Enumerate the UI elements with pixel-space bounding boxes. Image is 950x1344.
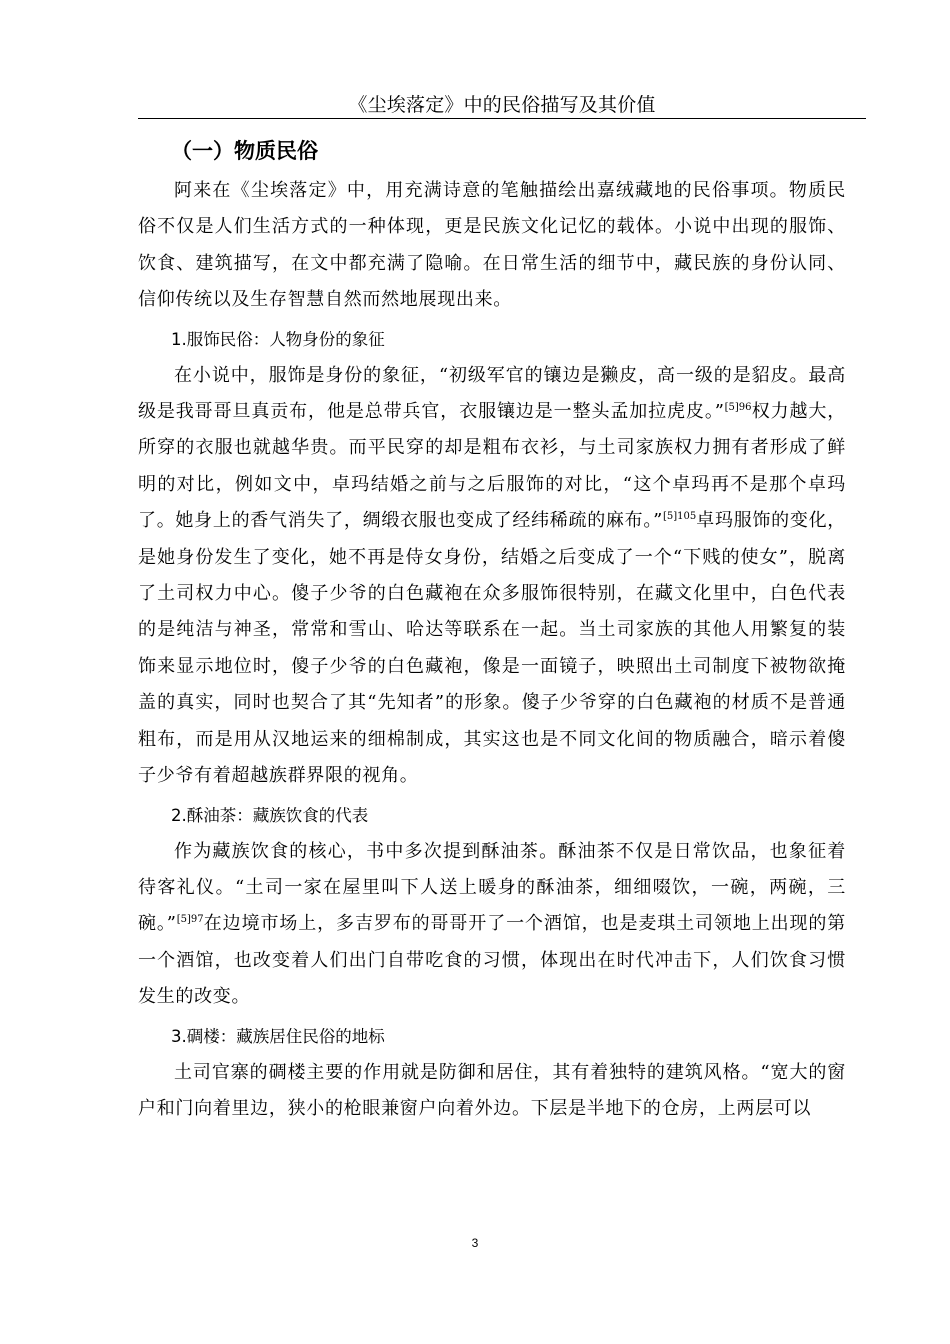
clothing-text-3: 卓玛服饰的变化，是她身份发生了变化，她不再是侍女身份，结婚之后变成了一个“下贱的使女”，脱离了土司权力中心。傻子少爷的白色藏袍在众多服饰很特别，在藏文化里中，白色代表的是纯洁与神圣，常常和雪山、哈达等联系在一起。当土司家族的其他人用繁复的装饰来显示地位时，傻子少爷的白色藏袍，像是一面镜子，映照出土司制度下被物欲掩盖的真实，同时也契合了其“先知者”的形象。傻子少爷穿的白色藏袍的材质不是普通粗布，而是用从汉地运来的细棉制成，其实这也是不同文化间的物质融合，暗示着傻子少爷有着超越族群界限的视角。 (138, 510, 847, 787)
watchtower-text-1: 土司官寨的碉楼主要的作用就是防御和居住，其有着独特的建筑风格。“宽大的窗户和门向着里边，狭小的枪眼兼窗户向着外边。下层是半地下的仓房，上两层可以 (138, 1061, 846, 1119)
page-number: 3 (471, 1236, 479, 1250)
clothing-paragraph (138, 358, 846, 795)
page-header (138, 93, 866, 119)
subsection-heading-butter-tea: 2.酥油茶：藏族饮食的代表 (171, 805, 369, 825)
butter-tea-text-2: 在边境市场上，多吉罗布的哥哥开了一个酒馆，也是麦琪土司领地上出现的第一个酒馆，也改变着人们出门自带吃食的习惯，体现出在时代冲击下，人们饮食习惯发生的改变。 (138, 913, 847, 1008)
citation-butter-tea: [5]97 (176, 914, 204, 926)
butter-tea-paragraph (138, 834, 846, 1016)
section-heading: （一）物质民俗 (171, 139, 318, 163)
clothing-text-1: 在小说中，服饰是身份的象征，“初级军官的镶边是獭皮，高一级的是貂皮。最高级是我哥哥旦真贡布，他是总带兵官，衣服镶边是一整头孟加拉虎皮。” (138, 364, 846, 423)
document-body (138, 130, 846, 1127)
clothing-text-2: 权力越大，所穿的衣服也就越华贵。而平民穿的却是粗布衣衫，与土司家族权力拥有者形成了鲜明的对比，例如文中，卓玛结婚之前与之后服饰的对比，“这个卓玛再不是那个卓玛了。她身上的香气消失了，绸缎衣服也变成了经纬稀疏的麻布。” (138, 401, 847, 532)
butter-tea-text-1: 作为藏族饮食的核心，书中多次提到酥油茶。酥油茶不仅是日常饮品，也象征着待客礼仪。“土司一家在屋里叫下人送上暖身的酥油茶，细细啜饮，一碗，两碗，三碗。” (138, 840, 846, 935)
page-header-title: 《尘埃落定》中的民俗描写及其价值 (348, 94, 656, 116)
watchtower-paragraph (138, 1055, 846, 1128)
section-intro-paragraph: 阿来在《尘埃落定》中，用充满诗意的笔触描绘出嘉绒藏地的民俗事项。物质民俗不仅是人们生活方式的一种体现，更是民族文化记忆的载体。小说中出现的服饰、饮食、建筑描写，在文中都充满了隐喻。在日常生活的细节中，藏民族的身份认同、信仰传统以及生存智慧自然而然地展现出来。 (138, 180, 846, 311)
subsection-heading-watchtower: 3.碉楼：藏族居住民俗的地标 (171, 1026, 385, 1046)
subsection-heading-clothing: 1.服饰民俗：人物身份的象征 (171, 329, 385, 349)
citation-clothing-1: [5]96 (724, 402, 752, 414)
citation-clothing-2: [5]105 (663, 511, 697, 523)
